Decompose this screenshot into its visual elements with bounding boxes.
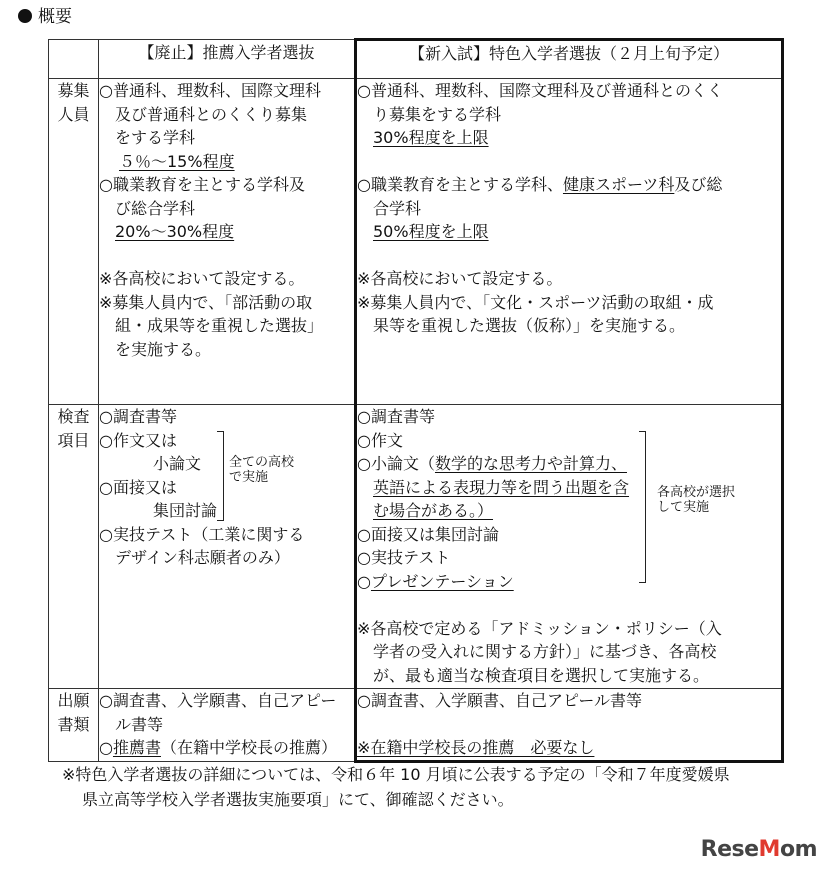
text-span: ○ [357, 571, 371, 591]
text-line: 合学科 [373, 198, 422, 218]
text-span: ○小論文（ [357, 454, 435, 473]
text-span: 及び総 [674, 175, 723, 194]
comparison-table [48, 38, 784, 763]
old-boshu-cell [99, 79, 356, 405]
bracket-icon [217, 431, 224, 521]
note-line: 果等を重視した選抜（仮称）」を実施する。 [373, 316, 686, 335]
row-label-line: 募集 [57, 81, 90, 100]
bracket-note-line: 各高校が選択 [657, 485, 736, 500]
section-heading [18, 4, 72, 30]
row-label-boshu [49, 79, 99, 405]
exam-item: ○実技テスト [357, 548, 451, 567]
essay-note: 数学的な思考力や計算力、 [434, 454, 627, 473]
row-shutsugan [49, 689, 783, 762]
resemom-logo [701, 837, 817, 862]
old-shutsugan-cell [99, 689, 356, 762]
text-line: ○調査書、入学願書、自己アピール書等 [357, 691, 643, 710]
essay-note: 英語による表現力等を問う出題を含 [373, 477, 630, 497]
note-line: ※各高校において設定する。 [357, 269, 563, 288]
no-recommendation-note: ※在籍中学校長の推薦 必要なし [357, 738, 595, 757]
note-line: 学者の受入れに関する方針）」に基づき、各高校 [373, 642, 717, 661]
text-line: び総合学科 [115, 198, 196, 218]
recommendation-letter: 推薦書 [112, 738, 161, 757]
logo-text: om [779, 837, 817, 862]
text-line [99, 736, 354, 760]
row-label-line: 出願 [57, 691, 90, 710]
text-span: （在籍中学校長の推薦） [160, 738, 337, 757]
bracket-icon [639, 431, 646, 583]
bracket-note-line: 全ての高校 [229, 455, 295, 470]
exam-item [357, 452, 781, 476]
text-line: り募集をする学科 [373, 104, 502, 124]
text-span: ○ [99, 738, 113, 757]
text-line: ○普通科、理数科、国際文理科 [99, 81, 321, 100]
row-label-line: 書類 [57, 715, 90, 734]
exam-item: ○作文 [357, 430, 403, 450]
quota-new-vocational: 50%程度を上限 [373, 222, 489, 241]
text-span: ○職業教育を主とする学科、 [357, 175, 563, 194]
text-line: ○職業教育を主とする学科及 [99, 175, 305, 194]
note-line: ※各高校で定める「アドミッション・ポリシー（入 [357, 618, 722, 638]
exam-item [357, 570, 781, 594]
note-line: を実施する。 [115, 339, 212, 359]
bracket-note-line: で実施 [229, 470, 269, 485]
exam-item: ○調査書等 [99, 407, 177, 426]
section-heading-text: 概要 [38, 7, 72, 27]
exam-item: ○実技テスト（工業に関する [99, 524, 305, 544]
note-line: 組・成果等を重視した選抜」 [115, 316, 324, 335]
new-kensa-cell [356, 405, 783, 689]
exam-item: ○作文又は [99, 430, 177, 450]
text-line: ル書等 [115, 714, 164, 734]
row-kensa [49, 405, 783, 689]
quota-old-vocational: 20%～30%程度 [115, 222, 235, 241]
header-old-system: 【廃止】推薦入学者選抜 [99, 40, 356, 79]
bracket-note [229, 455, 294, 485]
footnote [62, 762, 802, 812]
old-kensa-cell [99, 405, 356, 689]
note-line: ※募集人員内で、「部活動の取 [99, 292, 313, 312]
logo-text: M [758, 837, 780, 862]
presentation-item: プレゼンテーション [370, 571, 514, 591]
row-boshu [49, 79, 783, 405]
exam-item: デザイン科志願者のみ） [115, 548, 290, 567]
bracket-note-line: して実施 [657, 500, 710, 515]
table-header-row [49, 40, 783, 79]
row-label-kensa [49, 405, 99, 689]
header-new-system: 【新入試】特色入学者選抜（２月上旬予定） [356, 40, 783, 79]
footnote-line: 県立高等学校入学者選抜実施要項」にて、御確認ください。 [82, 790, 514, 809]
quota-new-general: 30%程度を上限 [373, 128, 489, 147]
logo-text: Rese [700, 837, 759, 862]
bracket-note [657, 485, 735, 515]
bullet-icon [18, 9, 32, 23]
text-line [357, 173, 781, 197]
quota-old-general: ５％～15%程度 [119, 151, 235, 171]
new-shutsugan-cell [356, 689, 783, 762]
exam-item: 集団討論 [153, 501, 218, 520]
exam-item: 小論文 [153, 454, 202, 473]
row-label-shutsugan [49, 689, 99, 762]
text-line: をする学科 [115, 128, 196, 147]
note-line: ※各高校において設定する。 [99, 269, 305, 288]
header-empty-cell [49, 40, 99, 79]
note-line: ※募集人員内で、「文化・スポーツ活動の取組・成 [357, 292, 714, 312]
health-sports-course: 健康スポーツ科 [562, 175, 675, 194]
footnote-line: ※特色入学者選抜の詳細については、令和６年 10 月頃に公表する予定の「令和７年度愛媛県 [62, 765, 730, 784]
text-line: ○普通科、理数科、国際文理科及び普通科とのくく [357, 81, 723, 100]
essay-note: む場合がある。） [373, 501, 494, 520]
row-label-line: 検査 [57, 407, 90, 426]
text-line: 及び普通科とのくくり募集 [115, 104, 308, 124]
note-line: が、最も適当な検査項目を選択して実施する。 [373, 665, 710, 685]
row-label-line: 項目 [57, 431, 90, 450]
new-boshu-cell [356, 79, 783, 405]
text-line: ○調査書、入学願書、自己アピー [99, 691, 337, 710]
row-label-line: 人員 [57, 105, 90, 124]
exam-item: ○調査書等 [357, 407, 435, 426]
exam-item: ○面接又は [99, 477, 177, 497]
exam-item: ○面接又は集団討論 [357, 524, 499, 544]
